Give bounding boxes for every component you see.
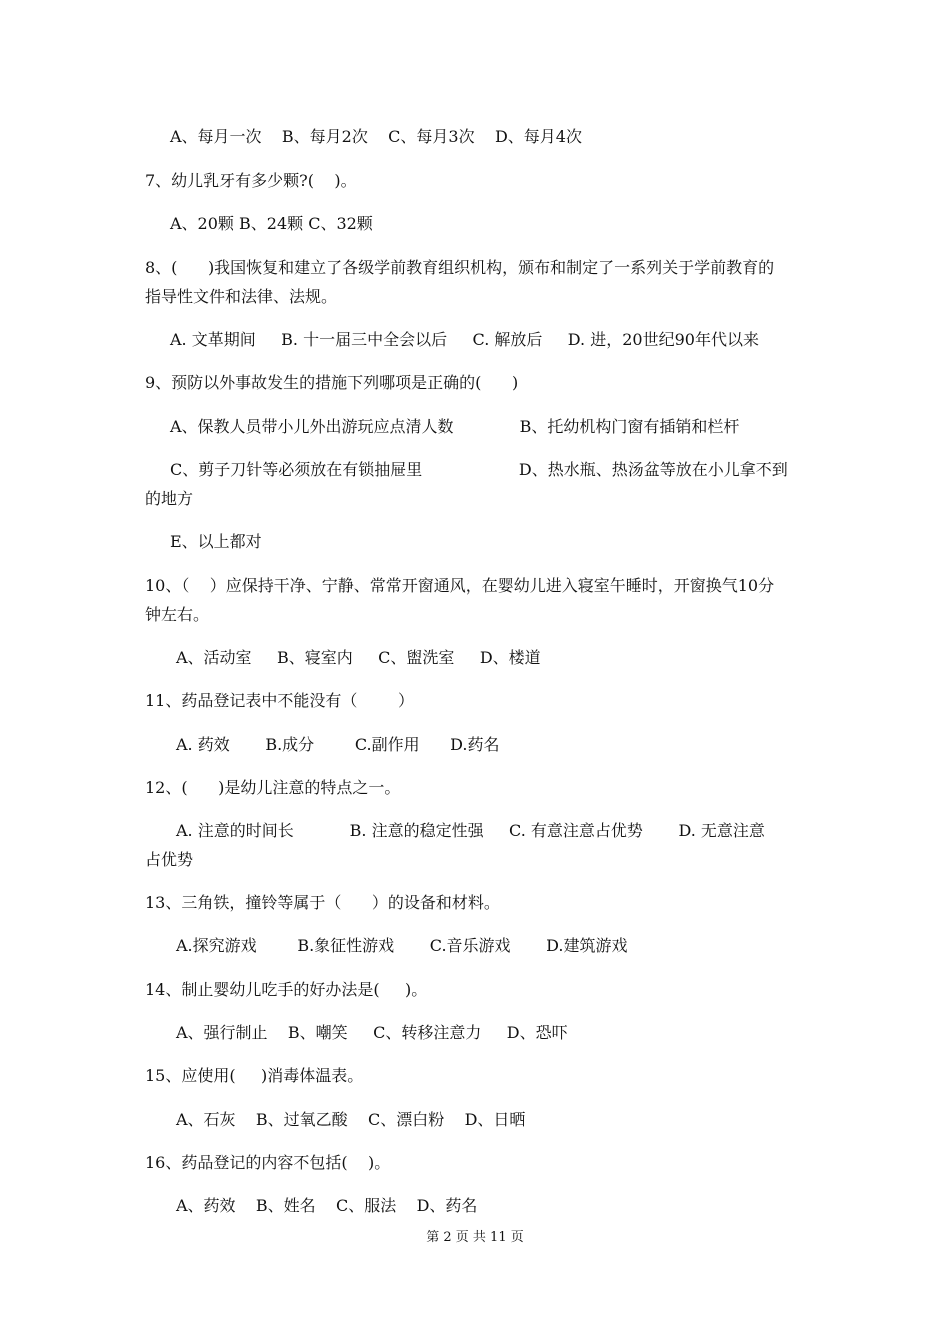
q15-options: A、石灰 B、过氧乙酸 C、漂白粉 D、日晒 — [176, 1110, 526, 1129]
q9-option-e: E、以上都对 — [170, 532, 262, 551]
q10-stem-line1: 10、（ ）应保持干净、宁静、常常开窗通风，在婴幼儿进入寝室午睡时，开窗换气10分 — [145, 576, 775, 595]
q9-options-cd: C、剪子刀针等必须放在有锁抽屉里 D、热水瓶、热汤盆等放在小儿拿不到 — [170, 460, 788, 479]
q9-stem: 9、预防以外事故发生的措施下列哪项是正确的( ) — [145, 373, 519, 392]
q12-stem: 12、( )是幼儿注意的特点之一。 — [145, 778, 401, 797]
q13-stem: 13、三角铁，撞铃等属于（ ）的设备和材料。 — [145, 893, 500, 912]
q14-options: A、强行制止 B、嘲笑 C、转移注意力 D、恐吓 — [176, 1023, 568, 1042]
q16-options: A、药效 B、姓名 C、服法 D、药名 — [176, 1196, 478, 1215]
q13-options: A.探究游戏 B.象征性游戏 C.音乐游戏 D.建筑游戏 — [176, 936, 628, 955]
q8-stem-line2: 指导性文件和法律、法规。 — [145, 287, 338, 306]
q11-stem: 11、药品登记表中不能没有（ ） — [145, 691, 415, 710]
q11-options: A. 药效 B.成分 C.副作用 D.药名 — [176, 735, 500, 754]
q14-stem: 14、制止婴幼儿吃手的好办法是( )。 — [145, 980, 428, 999]
q8-stem-line1: 8、( )我国恢复和建立了各级学前教育组织机构，颁布和制定了一系列关于学前教育的 — [145, 258, 775, 277]
q7-options: A、20颗 B、24颗 C、32颗 — [170, 214, 373, 233]
q15-stem: 15、应使用( )消毒体温表。 — [145, 1066, 364, 1085]
q10-options: A、活动室 B、寝室内 C、盥洗室 D、楼道 — [176, 648, 541, 667]
q10-stem-line2: 钟左右。 — [145, 605, 210, 624]
q12-options: A. 注意的时间长 B. 注意的稳定性强 C. 有意注意占优势 D. 无意注意 — [176, 821, 765, 840]
q7-stem: 7、幼儿乳牙有多少颗?( )。 — [145, 171, 357, 190]
q6-options: A、每月一次 B、每月2次 C、每月3次 D、每月4次 — [170, 127, 582, 146]
q8-options: A. 文革期间 B. 十一届三中全会以后 C. 解放后 D. 进，20世纪90年代以来 — [170, 330, 759, 349]
q16-stem: 16、药品登记的内容不包括( )。 — [145, 1153, 391, 1172]
q9-options-ab: A、保教人员带小儿外出游玩应点清人数 B、托幼机构门窗有插销和栏杆 — [170, 417, 740, 436]
q12-options-cont: 占优势 — [145, 850, 194, 869]
page-footer: 第 2 页 共 11 页 — [426, 1230, 524, 1245]
q9-options-cd-cont: 的地方 — [145, 489, 194, 508]
